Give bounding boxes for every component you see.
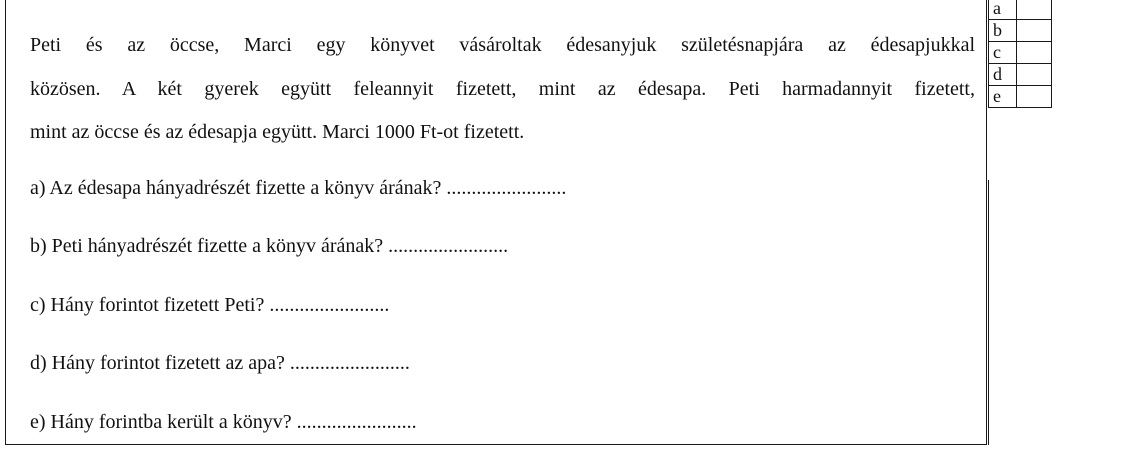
problem-text-line-3: mint az öccse és az édesapja együtt. Marci 1000 Ft-ot fizetett. bbox=[30, 121, 525, 143]
score-table bbox=[988, 0, 1052, 108]
score-label-d: d bbox=[989, 64, 1017, 86]
score-row-c bbox=[989, 42, 1052, 64]
question-b: b) Peti hányadrészét fizette a könyv árának? ........................ bbox=[30, 235, 509, 257]
score-row-e bbox=[989, 86, 1052, 108]
right-divider bbox=[988, 180, 989, 445]
score-label-e: e bbox=[989, 86, 1017, 108]
task-box bbox=[5, 0, 987, 445]
score-label-b: b bbox=[989, 20, 1017, 42]
score-row-d bbox=[989, 64, 1052, 86]
problem-text-line-1: Peti és az öccse, Marci egy könyvet vásároltak édesanyjuk születésnapjára az édesapjukkal bbox=[30, 34, 975, 56]
score-cell-e bbox=[1017, 86, 1052, 108]
score-cell-c bbox=[1017, 42, 1052, 64]
score-cell-d bbox=[1017, 64, 1052, 86]
score-label-a: a bbox=[989, 0, 1017, 20]
score-cell-a bbox=[1017, 0, 1052, 20]
question-a: a) Az édesapa hányadrészét fizette a könyv árának? ........................ bbox=[30, 177, 567, 199]
question-c: c) Hány forintot fizetett Peti? ........................ bbox=[30, 294, 390, 316]
score-row-a bbox=[989, 0, 1052, 20]
score-label-c: c bbox=[989, 42, 1017, 64]
score-row-b bbox=[989, 20, 1052, 42]
question-e: e) Hány forintba került a könyv? ........................ bbox=[30, 411, 417, 433]
score-cell-b bbox=[1017, 20, 1052, 42]
question-d: d) Hány forintot fizetett az apa? ........................ bbox=[30, 352, 410, 374]
problem-text-line-2: közösen. A két gyerek együtt feleannyit fizetett, mint az édesapa. Peti harmadannyit fizetett, bbox=[30, 78, 975, 100]
